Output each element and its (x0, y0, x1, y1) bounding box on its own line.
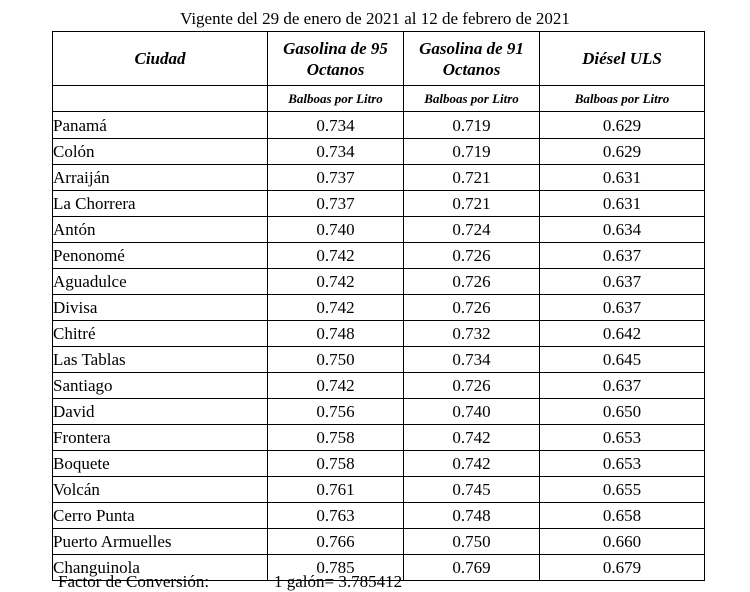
gas95-cell: 0.758 (268, 451, 404, 477)
city-cell: Puerto Armuelles (53, 529, 268, 555)
gas91-cell: 0.748 (404, 503, 540, 529)
city-cell: Aguadulce (53, 269, 268, 295)
diesel-cell: 0.660 (540, 529, 705, 555)
gas91-cell: 0.726 (404, 269, 540, 295)
table-row (53, 139, 705, 165)
diesel-cell: 0.629 (540, 139, 705, 165)
header-diesel-uls: Diésel ULS (540, 32, 705, 86)
gas95-cell: 0.742 (268, 295, 404, 321)
gas91-cell: 0.724 (404, 217, 540, 243)
gas95-cell: 0.742 (268, 269, 404, 295)
gas95-cell: 0.734 (268, 139, 404, 165)
gas91-cell: 0.769 (404, 555, 540, 581)
city-cell: David (53, 399, 268, 425)
gas95-cell: 0.761 (268, 477, 404, 503)
city-cell: Divisa (53, 295, 268, 321)
diesel-cell: 0.645 (540, 347, 705, 373)
table-row (53, 477, 705, 503)
gas91-cell: 0.719 (404, 139, 540, 165)
gas95-cell: 0.750 (268, 347, 404, 373)
table-row (53, 503, 705, 529)
gas95-cell: 0.748 (268, 321, 404, 347)
gas95-cell: 0.742 (268, 373, 404, 399)
diesel-cell: 0.655 (540, 477, 705, 503)
gas91-cell: 0.721 (404, 165, 540, 191)
diesel-cell: 0.631 (540, 191, 705, 217)
city-cell: Colón (53, 139, 268, 165)
diesel-cell: 0.629 (540, 112, 705, 139)
diesel-cell: 0.634 (540, 217, 705, 243)
table-row (53, 269, 705, 295)
gas91-cell: 0.742 (404, 425, 540, 451)
gas95-cell: 0.756 (268, 399, 404, 425)
gas91-cell: 0.750 (404, 529, 540, 555)
gas91-cell: 0.721 (404, 191, 540, 217)
diesel-cell: 0.658 (540, 503, 705, 529)
diesel-cell: 0.650 (540, 399, 705, 425)
table-row (53, 347, 705, 373)
diesel-cell: 0.653 (540, 425, 705, 451)
gas95-cell: 0.737 (268, 191, 404, 217)
gas91-cell: 0.734 (404, 347, 540, 373)
table-row (53, 425, 705, 451)
city-cell: La Chorrera (53, 191, 268, 217)
gas91-cell: 0.732 (404, 321, 540, 347)
header-gasoline-91: Gasolina de 91 Octanos (404, 32, 540, 86)
city-cell: Antón (53, 217, 268, 243)
table-row (53, 451, 705, 477)
table-row (53, 112, 705, 139)
header-unit-blank (53, 86, 268, 112)
document-title: Vigente del 29 de enero de 2021 al 12 de febrero de 2021 (180, 9, 570, 28)
conversion-footer (58, 572, 403, 592)
gas91-cell: 0.745 (404, 477, 540, 503)
gas91-cell: 0.719 (404, 112, 540, 139)
city-cell: Penonomé (53, 243, 268, 269)
city-cell: Chitré (53, 321, 268, 347)
city-cell: Frontera (53, 425, 268, 451)
conversion-value: 1 galón= 3.785412 (274, 572, 403, 591)
gas91-cell: 0.726 (404, 295, 540, 321)
city-cell: Volcán (53, 477, 268, 503)
table-row (53, 217, 705, 243)
table-row (53, 191, 705, 217)
diesel-cell: 0.637 (540, 373, 705, 399)
gas95-cell: 0.766 (268, 529, 404, 555)
table-row (53, 529, 705, 555)
gas95-cell: 0.734 (268, 112, 404, 139)
table-row (53, 399, 705, 425)
city-cell: Changuinola (53, 555, 268, 581)
gas91-cell: 0.742 (404, 451, 540, 477)
table-row (53, 295, 705, 321)
gas91-cell: 0.726 (404, 243, 540, 269)
table-row (53, 243, 705, 269)
city-cell: Cerro Punta (53, 503, 268, 529)
gas95-cell: 0.742 (268, 243, 404, 269)
gas95-cell: 0.758 (268, 425, 404, 451)
gas95-cell: 0.785 (268, 555, 404, 581)
diesel-cell: 0.631 (540, 165, 705, 191)
conversion-label: Factor de Conversión: (58, 572, 210, 591)
price-rows (53, 112, 705, 581)
header-unit-gasoline-95: Balboas por Litro (268, 86, 404, 112)
diesel-cell: 0.679 (540, 555, 705, 581)
diesel-cell: 0.637 (540, 269, 705, 295)
gas95-cell: 0.740 (268, 217, 404, 243)
diesel-cell: 0.653 (540, 451, 705, 477)
diesel-cell: 0.637 (540, 243, 705, 269)
gas95-cell: 0.763 (268, 503, 404, 529)
city-cell: Panamá (53, 112, 268, 139)
gas95-cell: 0.737 (268, 165, 404, 191)
diesel-cell: 0.642 (540, 321, 705, 347)
table-row (53, 165, 705, 191)
header-unit-gasoline-91: Balboas por Litro (404, 86, 540, 112)
header-city: Ciudad (53, 32, 268, 86)
gas91-cell: 0.726 (404, 373, 540, 399)
city-cell: Boquete (53, 451, 268, 477)
header-unit-diesel-uls: Balboas por Litro (540, 86, 705, 112)
diesel-cell: 0.637 (540, 295, 705, 321)
header-gasoline-95: Gasolina de 95 Octanos (268, 32, 404, 86)
gas91-cell: 0.740 (404, 399, 540, 425)
table-row (53, 373, 705, 399)
city-cell: Santiago (53, 373, 268, 399)
city-cell: Las Tablas (53, 347, 268, 373)
table-row (53, 321, 705, 347)
city-cell: Arraiján (53, 165, 268, 191)
fuel-price-table (52, 31, 705, 581)
